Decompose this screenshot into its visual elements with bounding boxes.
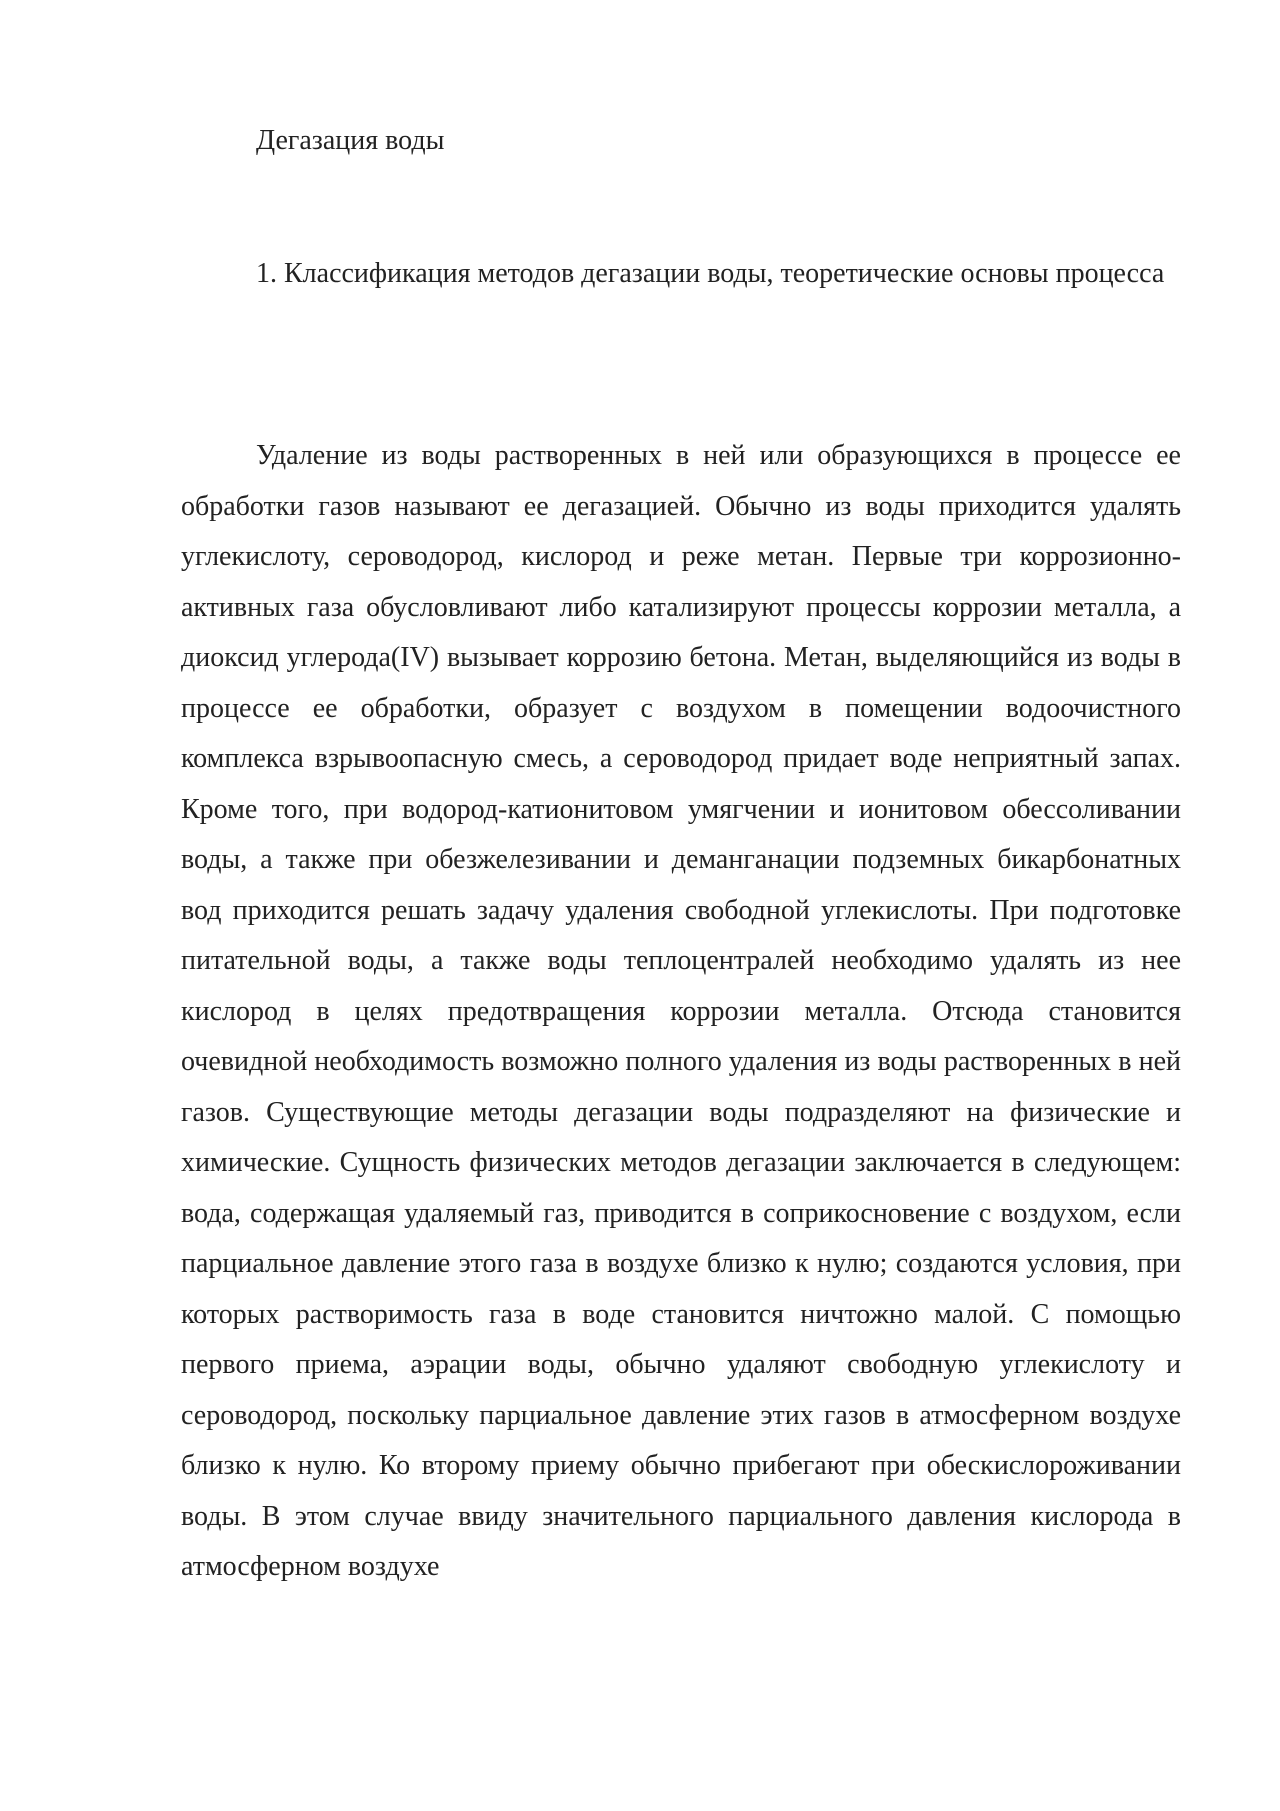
body-paragraph: Удаление из воды растворенных в ней или образующихся в процессе ее обработки газов называют ее дегазацией. Обычно из воды приходится удалять углекислоту, сероводород, кислород и реже метан. Первые три коррозионно-активных газа обусловливают либо катализируют процессы коррозии металла, а диоксид углерода(IV) вызывает коррозию бетона. Метан, выделяющийся из воды в процессе ее обработки, образует с воздухом в помещении водоочистного комплекса взрывоопасную смесь, а сероводород придает воде неприятный запах. Кроме того, при водород-катионитовом умягчении и ионитовом обессоливании воды, а также при обезжелезивании и деманганации подземных бикарбонатных вод приходится решать задачу удаления свободной углекислоты. При подготовке питательной воды, а также воды теплоцентралей необходимо удалять из нее кислород в целях предотвращения коррозии металла. Отсюда становится очевидной необходимость возможно полного удаления из воды растворенных в ней газов. Существующие методы дегазации воды подразделяют на физические и химические. Сущность физических методов дегазации заключается в следующем: вода, содержащая удаляемый газ, приводится в соприкосновение с воздухом, если парциальное давление этого газа в воздухе близко к нулю; создаются условия, при которых растворимость газа в воде становится ничтожно малой. С помощью первого приема, аэрации воды, обычно удаляют свободную углекислоту и сероводород, поскольку парциальное давление этих газов в атмосферном воздухе близко к нулю. Ко второму приему обычно прибегают при обескислороживании воды. В этом случае ввиду значительного парциального давления кислорода в атмосферном воздухе [181,440,1181,1582]
section-heading: 1. Классификация методов дегазации воды, теоретические основы процесса [256,258,1165,289]
document-title: Дегазация воды [256,125,445,156]
